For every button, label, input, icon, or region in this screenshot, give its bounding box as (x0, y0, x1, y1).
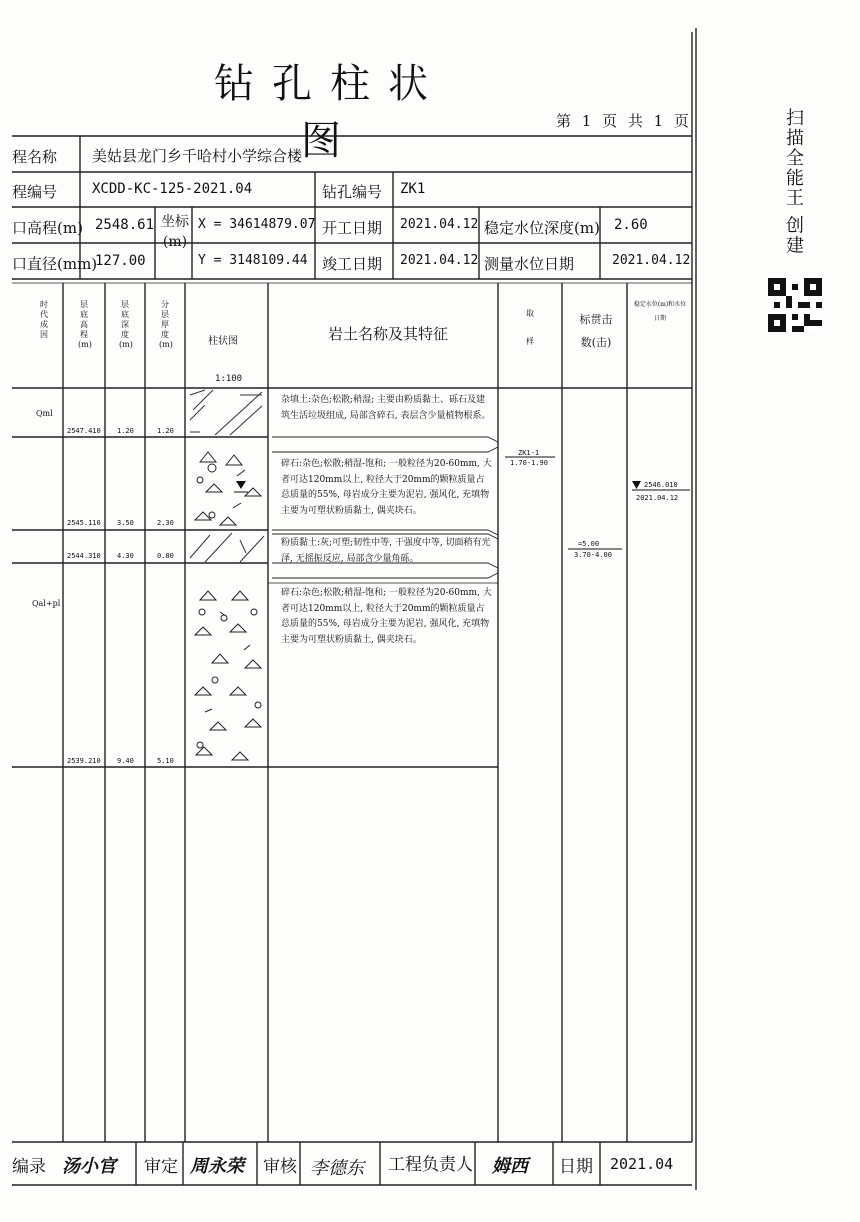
layer-1-description: 杂填土:杂色;松散;稍湿; 主要由粉质黏土、砾石及建筑生活垃圾组成, 局部含碎石, 表层含少量植物根系。 (281, 395, 491, 421)
page-title: 钻孔柱状图 (214, 61, 446, 164)
layer-1-thickness: 1.20 (157, 427, 174, 435)
silty-clay-pattern (190, 533, 264, 562)
col-description-header: 岩土名称及其特征 (328, 325, 449, 343)
layer-4-bottom-depth: 9.40 (117, 757, 134, 765)
project-name: 美姑县龙门乡千哈村小学综合楼 (92, 147, 303, 165)
layer-1-bottom-elev: 2547.410 (67, 427, 101, 435)
collar-elev: 2548.61 (95, 217, 155, 233)
col-water-header: 稳定水位(m)和水位日期 (633, 301, 687, 322)
spt-value: =5.00 (578, 540, 600, 548)
layer-3-bottom-elev: 2544.310 (67, 552, 101, 560)
diameter: 127.00 (95, 253, 146, 269)
project-no-label: 程编号 (12, 183, 58, 201)
layer-1-bottom-depth: 1.20 (117, 427, 134, 435)
water-date: 2021.04.12 (636, 494, 679, 502)
layer-2-bottom-depth: 3.50 (117, 519, 134, 527)
layer-2-thickness: 2.30 (157, 519, 174, 527)
compiled-signature: 汤小官 (62, 1156, 116, 1177)
layer-4-thickness: 5.10 (157, 757, 174, 765)
qr-code-icon (768, 278, 822, 332)
date-label: 日期 (559, 1157, 593, 1177)
check-signature: 李德东 (310, 1158, 364, 1179)
layer-2-bottom-elev: 2545.110 (67, 519, 101, 527)
fill-hatch-pattern (190, 390, 262, 435)
col-spt-header: 标贯击数(击) (579, 313, 613, 349)
hole-no-label: 钻孔编号 (322, 183, 383, 201)
finish-date: 2021.04.12 (400, 253, 479, 268)
hole-no: ZK1 (400, 181, 426, 197)
project-no: XCDD-KC-125-2021.04 (92, 181, 253, 197)
project-name-label: 程名称 (12, 148, 58, 166)
water-level-marker-column (234, 481, 248, 492)
stable-wl: 2.60 (614, 217, 648, 233)
review-signature: 周永荣 (190, 1156, 244, 1177)
engineer-label: 工程负责人 (388, 1155, 473, 1175)
gravel-pattern (195, 452, 261, 760)
sample-id: ZK1-1 (518, 449, 540, 457)
diameter-label: 口直径(mm) (12, 255, 98, 273)
col-column-header: 柱状图 (208, 336, 238, 347)
measure-date-label: 测量水位日期 (484, 255, 575, 273)
layer-3-description: 粉质黏土:灰;可塑;韧性中等, 干强度中等, 切面稍有光泽, 无摇振反应, 局部含少量角砾。 (281, 538, 491, 564)
stable-wl-label: 稳定水位深度(m) (484, 219, 600, 237)
measure-date: 2021.04.12 (612, 253, 691, 268)
col-age-header: 时代成因 (40, 300, 48, 339)
coord-label: 坐标(m) (161, 214, 189, 250)
review-label: 审定 (144, 1157, 178, 1177)
engineer-signature: 姆西 (492, 1156, 528, 1177)
sample-range: 1.70-1.90 (510, 459, 548, 467)
col-bottom-depth-header: 层底深度(m) (119, 300, 133, 349)
age-label-1: Qml (36, 409, 53, 418)
layer-2-description: 碎石:杂色;松散;稍湿-饱和; 一般粒径为20-60mm, 大者可达120mm以上, 粒径大于20mm的颗粒质量占总质量的55%, 母岩成分主要为泥岩, 强风化, 充填物主要为可塑状粉质黏土, 偶夹块石。 (281, 459, 492, 516)
compiled-label: 编录 (12, 1157, 46, 1177)
layer-4-description: 碎石:杂色;松散;稍湿-饱和; 一般粒径为20-60mm, 大者可达120mm以上, 粒径大于20mm的颗粒质量占总质量的55%, 母岩成分主要为泥岩, 强风化, 充填物主要为可塑状粉质黏土, 偶夹块石。 (281, 588, 492, 645)
spt-range: 3.70-4.00 (574, 551, 612, 559)
footer-date: 2021.04 (610, 1155, 674, 1173)
finish-date-label: 竣工日期 (322, 255, 383, 273)
col-bottom-elev-header: 层底高程(m) (78, 300, 92, 349)
col-sample-header: 取样 (526, 309, 534, 346)
age-label-2: Qal+pl (32, 599, 61, 608)
x-coord: X = 34614879.07 (198, 217, 316, 232)
layer-3-thickness: 0.80 (157, 552, 174, 560)
layer-4-bottom-elev: 2539.210 (67, 757, 101, 765)
water-elev: 2546.010 (644, 481, 678, 489)
y-coord: Y = 3148109.44 (198, 253, 308, 268)
start-date-label: 开工日期 (322, 219, 383, 237)
start-date: 2021.04.12 (400, 217, 479, 232)
scanner-watermark: 扫描全能王 创建 (783, 108, 804, 256)
col-thickness-header: 分层厚度(m) (159, 300, 173, 349)
col-scale: 1:100 (215, 374, 243, 384)
page-number: 第 1 页 共 1 页 (556, 112, 692, 130)
layer-3-bottom-depth: 4.30 (117, 552, 134, 560)
check-label: 审核 (263, 1157, 297, 1177)
collar-elev-label: 口高程(m) (12, 219, 83, 237)
